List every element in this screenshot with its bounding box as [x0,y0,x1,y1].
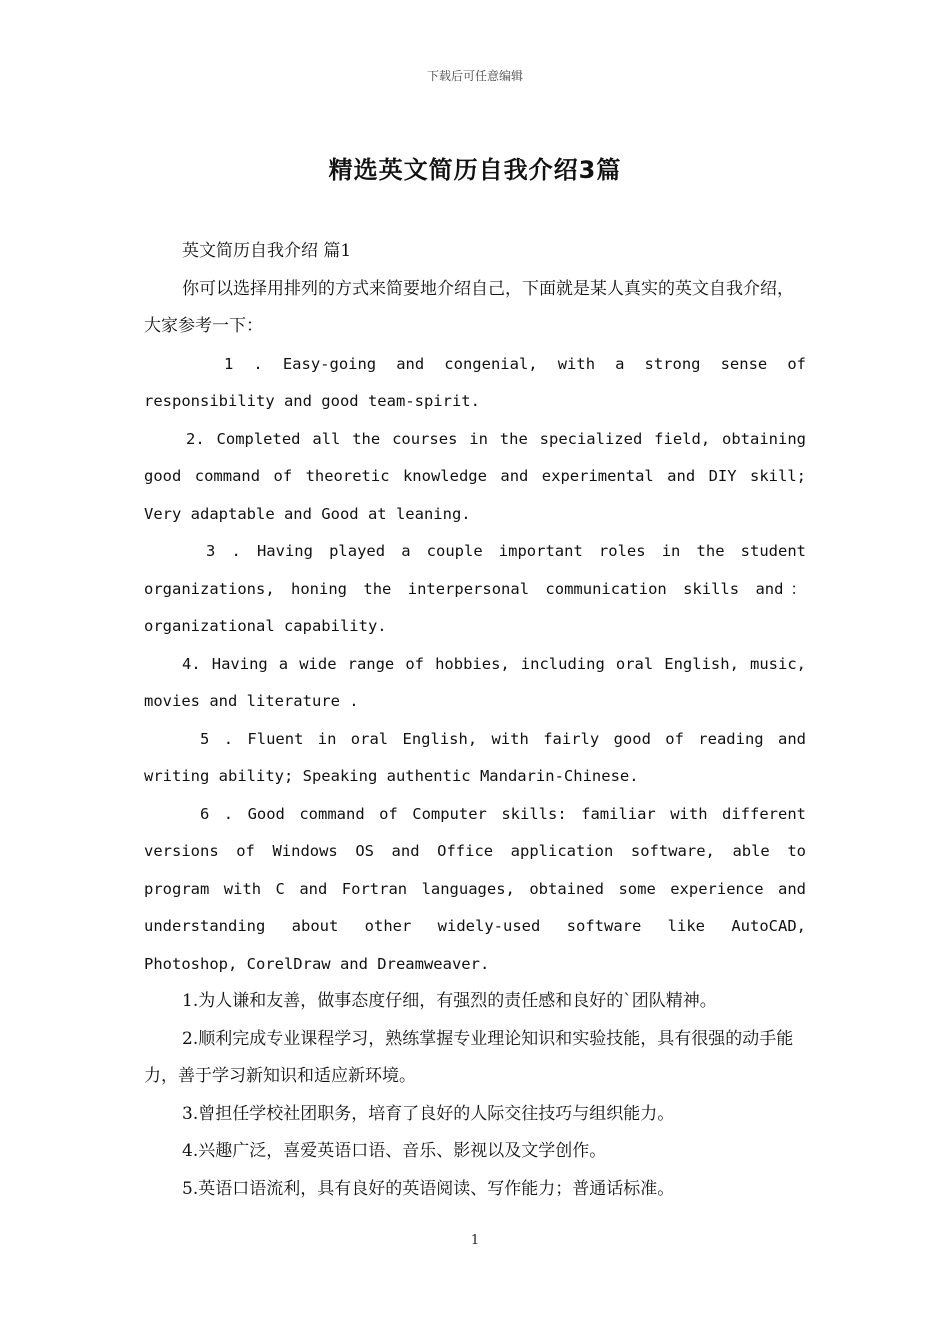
header-note: 下载后可任意编辑 [426,69,523,83]
english-point-5: 5 . Fluent in oral English, with fairly good of reading and writing ability; Speaking authentic Mandarin-Chinese. [144,729,806,785]
chinese-point-2: 2.顺利完成专业课程学习，熟练掌握专业理论知识和实验技能，具有很强的动手能力，善于学习新知识和适应新环境。 [144,1028,794,1086]
chinese-point-4: 4.兴趣广泛，喜爱英语口语、音乐、影视以及文学创作。 [182,1141,607,1161]
english-point-3: 3 . Having played a couple important roles in the student organizations, honing the interpersonal communication skills and： organizational capability. [144,542,806,635]
page-number: 1 [470,1233,480,1248]
chinese-point-5: 5.英语口语流利，具有良好的英语阅读、写作能力；普通话标准。 [182,1178,675,1199]
chinese-point-3: 3.曾担任学校社团职务，培育了良好的人际交往技巧与组织能力。 [182,1103,675,1124]
english-point-6: 6 . Good command of Computer skills: familiar with different versions of Windows OS and Office application software, able to program with C and Fortran languages, obtained some experience and understanding about other widely-used software like AutoCAD, Photoshop, CorelDraw and Dreamweaver. [144,804,806,973]
document-body [144,233,806,1208]
section-heading: 英文简历自我介绍 篇1 [182,241,352,261]
english-point-1: 1 . Easy-going and congenial, with a strong sense of responsibility and good team-spirit. [144,354,806,410]
document-title: 精选英文简历自我介绍3篇 [328,156,622,184]
english-point-2: 2. Completed all the courses in the specialized field, obtaining good command of theoretic knowledge and experimental and DIY skill; Very adaptable and Good at leaning. [144,429,806,523]
chinese-point-1: 1.为人谦和友善，做事态度仔细，有强烈的责任感和良好的`团队精神。 [182,991,717,1011]
english-point-4: 4. Having a wide range of hobbies, including oral English, music, movies and literature . [144,654,806,710]
intro-paragraph: 你可以选择用排列的方式来简要地介绍自己，下面就是某人真实的英文自我介绍，大家参考一下： [144,278,794,336]
